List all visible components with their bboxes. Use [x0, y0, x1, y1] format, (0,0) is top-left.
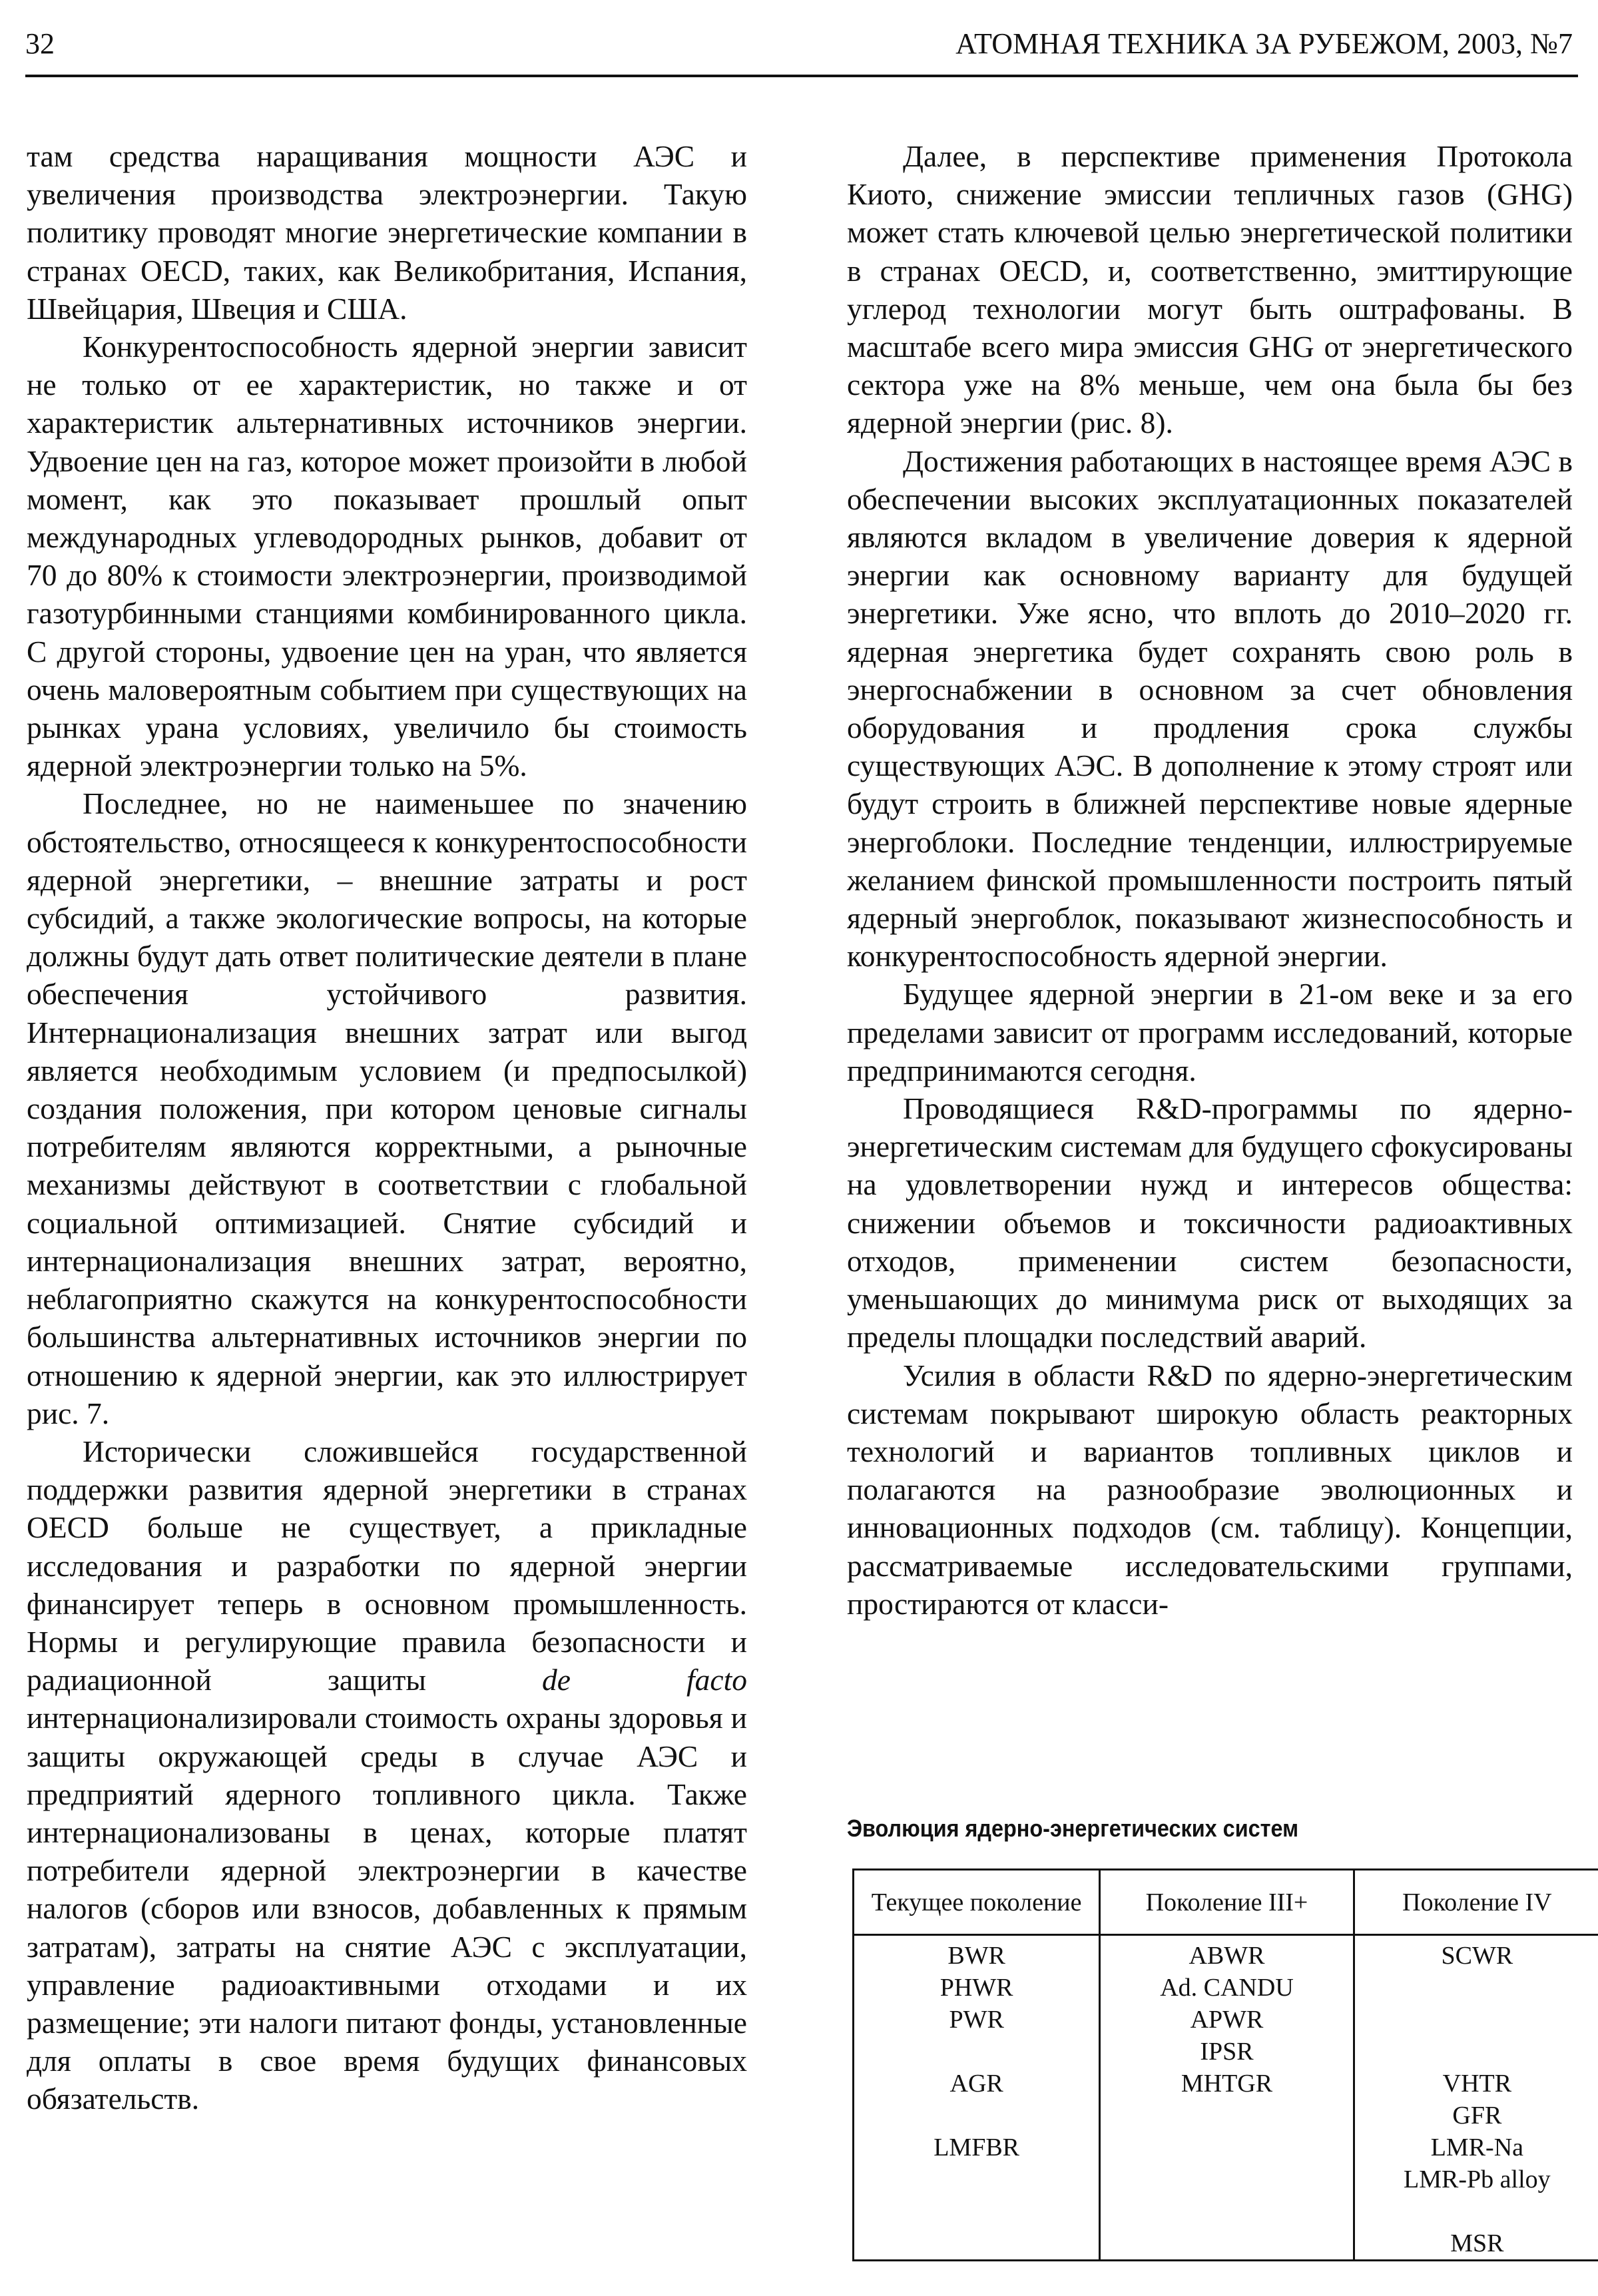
- table-cell: PHWR: [854, 1972, 1100, 2004]
- table-cell: [854, 2163, 1100, 2195]
- table-cell: LMFBR: [854, 2132, 1100, 2163]
- text-run: Исторически сложившейся государственной поддержки развития ядерной энергетики в странах OECD больше не существует, а прикладные исследования и разработки по ядерной энергии финансирует теперь в основном промышленность. Нормы и регулирующие правила безопасности и радиационной защиты: [27, 1434, 747, 1697]
- paragraph: Проводящиеся R&D-программы по ядерно-энергетическим системам для будущего сфокусированы на удовлетворении нужд и интересов общества: снижении объемов и токсичности радиоактивных отходов, применении систем безопасности, уменьшающих до минимума риск от выходящих за пределы площадки последствий аварий.: [847, 1091, 1573, 1354]
- right-column: [847, 137, 1573, 1623]
- paragraph: Достижения работающих в настоящее время АЭС в обеспечении высоких эксплуатационных показателей являются вкладом в увеличение доверия к ядерной энергии как основному варианту для будущей энергетики. Уже ясно, что вплоть до 2010–2020 гг. ядерная энергетика будет сохранять свою роль в энергоснабжении в основном за счет обновления оборудования и продления срока службы существующих АЭС. В дополнение к этому строят или будут строить в ближней перспективе новые ядерные энергоблоки. Последние тенденции, иллюстрируемые желанием финской промышленности построить пятый ядерный энергоблок, показывают жизнеспособность и конкурентоспособность ядерной энергии.: [847, 443, 1573, 974]
- paragraph: Конкурентоспособность ядерной энергии зависит не только от ее характеристик, но также и от характеристик альтернативных источников энергии. Удвоение цен на газ, которое может произойти в любой момент, как это показывает прошлый опыт международных углеводородных рынков, добавит от 70 до 80% к стоимости электроэнергии, производимой газотурбинными станциями комбинированного цикла. С другой стороны, удвоение цен на уран, что является очень маловероятным событием при существующих на рынках урана условиях, увеличило бы стоимость ядерной электроэнергии только на 5%.: [27, 330, 747, 783]
- column-header: Текущее поколение: [854, 1870, 1100, 1935]
- table-row: [854, 2068, 1598, 2100]
- table-cell: [854, 2036, 1100, 2068]
- text-run: интернационализировали стоимость охраны здоровья и защиты окружающей среды в случае АЭС и предприятий ядерного топливного цикла. Также интернационализованы в ценах, которые платят потребители ядерной электроэнергии в качестве налогов (сборов или взносов, добавленных к прямым затратам), затраты на снятие АЭС с эксплуатации, управление радиоактивными отходами и их размещение; эти налоги питают фонды, установленные для оплаты в свое время будущих финансовых обязательств.: [27, 1701, 747, 2116]
- table-cell: [1354, 2004, 1598, 2036]
- table-cell: LMR-Na: [1354, 2132, 1598, 2163]
- table-row: [854, 2004, 1598, 2036]
- column-header: Поколение IV: [1354, 1870, 1598, 1935]
- table-cell: SCWR: [1354, 1935, 1598, 1972]
- table-cell: [1354, 2195, 1598, 2227]
- table-cell: ABWR: [1100, 1935, 1354, 1972]
- table-cell: [1100, 2132, 1354, 2163]
- table-cell: [854, 2100, 1100, 2132]
- table-cell: [1100, 2195, 1354, 2227]
- table-row: [854, 2100, 1598, 2132]
- paragraph: Будущее ядерной энергии в 21-ом веке и за его пределами зависит от программ исследований, которые предпринимаются сегодня.: [847, 977, 1573, 1087]
- table-cell: BWR: [854, 1935, 1100, 1972]
- table-cell: Ad. CANDU: [1100, 1972, 1354, 2004]
- table-cell: [854, 2195, 1100, 2227]
- table-cell: [1100, 2100, 1354, 2132]
- column-header: Поколение III+: [1100, 1870, 1354, 1935]
- paragraph: Усилия в области R&D по ядерно-энергетическим системам покрывают широкую область реакторных технологий и вариантов топливных циклов и полагаются на разнообразие эволюционных и инновационных подходов (см. таблицу). Концепции, рассматриваемые исследовательскими группами, простираются от класси-: [847, 1358, 1573, 1621]
- table-row: [854, 1935, 1598, 1972]
- page-number: 32: [25, 27, 55, 60]
- left-column: [27, 137, 747, 2118]
- reactor-generations-table: [852, 1868, 1598, 2261]
- header-rule: [25, 75, 1578, 77]
- table-cell: MSR: [1354, 2227, 1598, 2261]
- paragraph: Последнее, но не наименьшее по значению обстоятельство, относящееся к конкурентоспособности ядерной энергетики, – внешние затраты и рост субсидий, а также экологические вопросы, на которые должны будут дать ответ политические деятели в плане обеспечения устойчивого развития. Интернационализация внешних затрат или выгод является необходимым условием (и предпосылкой) создания положения, при котором ценовые сигналы потребителям являются корректными, а рыночные механизмы действуют в соответствии с глобальной социальной оптимизацией. Снятие субсидий и интернационализация внешних затрат, вероятно, неблагоприятно скажутся на конкурентоспособности большинства альтернативных источников энергии по отношению к ядерной энергии, как это иллюстрирует рис. 7.: [27, 786, 747, 1430]
- table-cell: MHTGR: [1100, 2068, 1354, 2100]
- table-row: [854, 2036, 1598, 2068]
- table-cell: [1354, 2036, 1598, 2068]
- table-cell: IPSR: [1100, 2036, 1354, 2068]
- table-cell: PWR: [854, 2004, 1100, 2036]
- italic-text: de facto: [542, 1663, 747, 1697]
- table-cell: AGR: [854, 2068, 1100, 2100]
- table-cell: GFR: [1354, 2100, 1598, 2132]
- table-row: [854, 2132, 1598, 2163]
- journal-title: АТОМНАЯ ТЕХНИКА ЗА РУБЕЖОМ, 2003, №7: [955, 27, 1573, 60]
- table-row: [854, 1972, 1598, 2004]
- table-caption: Эволюция ядерно-энергетических систем: [847, 1815, 1299, 1842]
- table-row: [854, 2163, 1598, 2195]
- table-cell: VHTR: [1354, 2068, 1598, 2100]
- table-cell: APWR: [1100, 2004, 1354, 2036]
- table-cell: [1100, 2163, 1354, 2195]
- table-row: [854, 2227, 1598, 2261]
- table-row: [854, 2195, 1598, 2227]
- table-cell: LMR-Pb alloy: [1354, 2163, 1598, 2195]
- paragraph: Далее, в перспективе применения Протокола Киото, снижение эмиссии тепличных газов (GHG) может стать ключевой целью энергетической политики в странах OECD, и, соответственно, эмиттирующие углерод технологии могут быть оштрафованы. В масштабе всего мира эмиссия GHG от энергетического сектора уже на 8% меньше, чем она была бы без ядерной энергии (рис. 8).: [847, 139, 1573, 440]
- paragraph: там средства наращивания мощности АЭС и увеличения производства электроэнергии. Такую политику проводят многие энергетические компании в странах OECD, таких, как Великобритания, Испания, Швейцария, Швеция и США.: [27, 139, 747, 326]
- table-cell: [1354, 1972, 1598, 2004]
- table-cell: [854, 2227, 1100, 2261]
- paragraph: [27, 1432, 747, 2118]
- table-cell: [1100, 2227, 1354, 2261]
